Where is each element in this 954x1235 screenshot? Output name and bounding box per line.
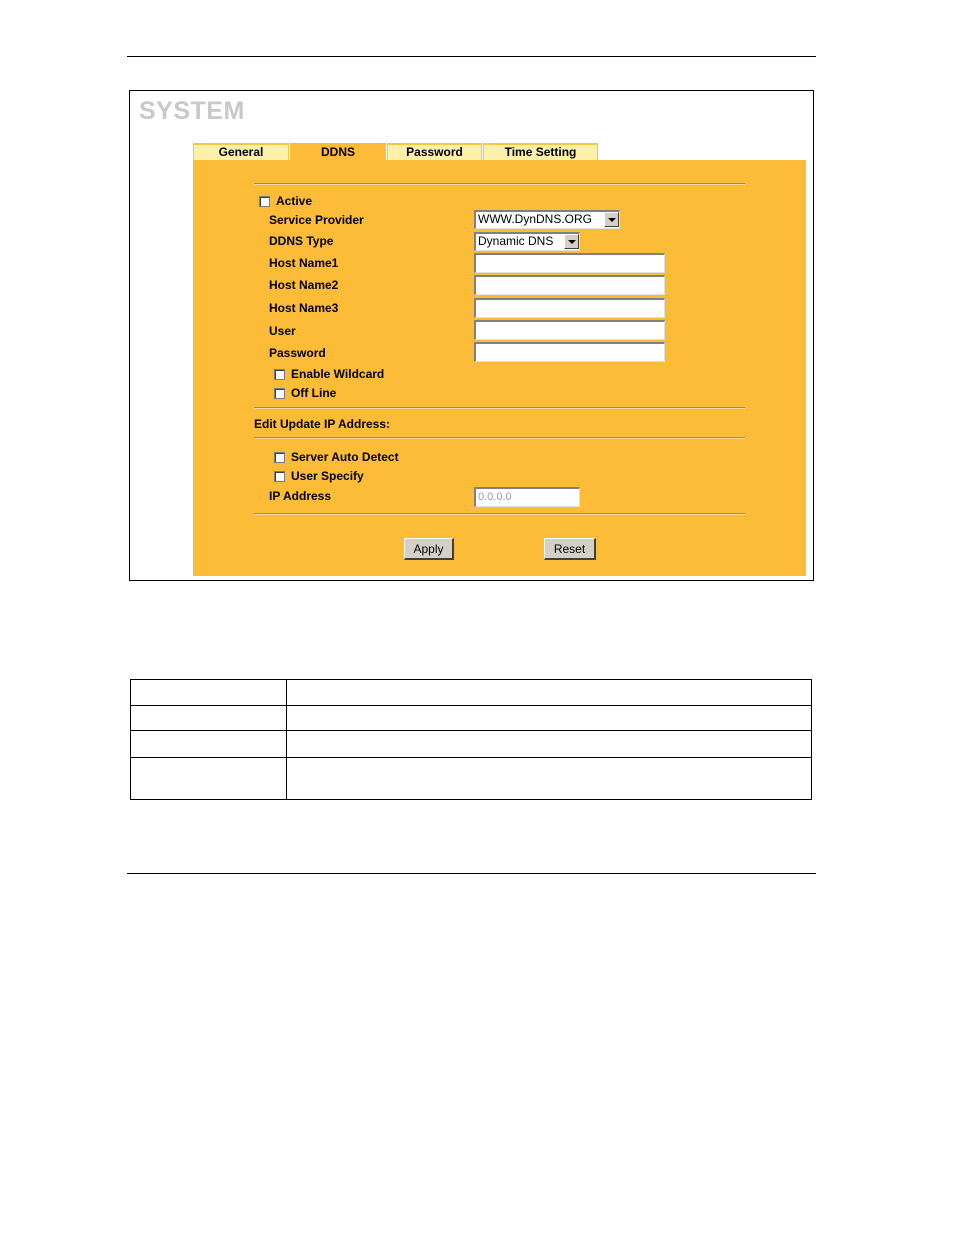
top-rule — [127, 56, 816, 57]
user-specify-checkbox[interactable] — [274, 471, 285, 482]
server-auto-detect-checkbox[interactable] — [274, 452, 285, 463]
table-cell — [131, 706, 287, 731]
service-provider-value: WWW.DynDNS.ORG — [478, 212, 592, 226]
ddns-panel — [193, 160, 806, 576]
off-line-label: Off Line — [291, 386, 337, 400]
table-cell — [287, 758, 812, 800]
user-specify-label: User Specify — [291, 469, 364, 483]
apply-button[interactable]: Apply — [404, 538, 454, 560]
separator — [254, 513, 745, 515]
ip-address-label: IP Address — [269, 489, 332, 503]
separator — [254, 407, 745, 409]
service-provider-select[interactable] — [474, 210, 620, 229]
enable-wildcard-label: Enable Wildcard — [291, 367, 385, 381]
ddns-type-label: DDNS Type — [269, 234, 334, 248]
separator — [254, 437, 745, 439]
host-name1-input[interactable] — [474, 253, 665, 273]
reset-button[interactable]: Reset — [544, 538, 596, 560]
table-row — [131, 758, 812, 800]
user-input[interactable] — [474, 320, 665, 340]
system-ddns-screen — [129, 90, 814, 581]
chevron-down-icon — [564, 234, 579, 249]
page-title: SYSTEM — [139, 97, 245, 125]
user-label: User — [269, 324, 296, 338]
active-label: Active — [276, 194, 313, 208]
separator — [254, 183, 745, 185]
ip-address-input[interactable]: 0.0.0.0 — [474, 487, 580, 507]
active-checkbox[interactable] — [259, 196, 270, 207]
ddns-type-value: Dynamic DNS — [478, 234, 554, 248]
table-cell — [131, 680, 287, 706]
tab-general[interactable]: General — [193, 143, 289, 160]
host-name1-label: Host Name1 — [269, 256, 339, 270]
edit-update-ip-section-label: Edit Update IP Address: — [254, 417, 391, 431]
table-row — [131, 680, 812, 706]
host-name3-label: Host Name3 — [269, 301, 339, 315]
table-row — [131, 706, 812, 731]
table-cell — [131, 731, 287, 758]
table-row — [131, 731, 812, 758]
tab-time-setting[interactable]: Time Setting — [483, 143, 598, 160]
password-input[interactable] — [474, 342, 665, 362]
description-table — [130, 679, 812, 800]
service-provider-label: Service Provider — [269, 213, 364, 227]
tab-ddns[interactable]: DDNS — [290, 143, 386, 160]
host-name3-input[interactable] — [474, 298, 665, 318]
bottom-rule — [127, 873, 816, 874]
table-cell — [287, 680, 812, 706]
table-cell — [287, 731, 812, 758]
table-cell — [287, 706, 812, 731]
table-cell — [131, 758, 287, 800]
host-name2-label: Host Name2 — [269, 278, 339, 292]
tab-password[interactable]: Password — [387, 143, 482, 160]
ddns-type-select[interactable] — [474, 232, 580, 251]
chevron-down-icon — [604, 212, 619, 227]
enable-wildcard-checkbox[interactable] — [274, 369, 285, 380]
host-name2-input[interactable] — [474, 275, 665, 295]
off-line-checkbox[interactable] — [274, 388, 285, 399]
server-auto-detect-label: Server Auto Detect — [291, 450, 399, 464]
password-label: Password — [269, 346, 326, 360]
